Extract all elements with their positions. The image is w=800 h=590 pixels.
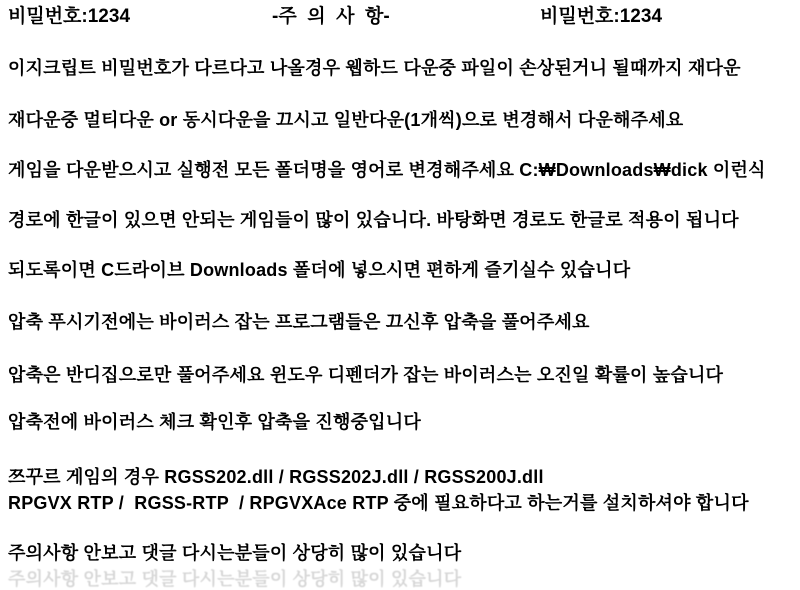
notice-line-antivirus-off: 압축 푸시기전에는 바이러스 잡는 프로그램들은 끄신후 압축을 풀어주세요 — [8, 312, 590, 332]
notice-line-rtp-install: RPGVX RTP / RGSS-RTP / RPGVXAce RTP 중에 필요하다고 하는거를 설치하셔야 합니다 — [8, 493, 749, 513]
notice-line-rgss-dll: 쯔꾸르 게임의 경우 RGSS202.dll / RGSS202J.dll / RGSS200J.dll — [8, 467, 544, 487]
notice-line-foldername: 게임을 다운받으시고 실행전 모든 폴더명을 영어로 변경해주세요 C:₩Downloads₩dick 이런식 — [8, 160, 766, 180]
notice-line-bandizip: 압축은 반디집으로만 풀어주세요 윈도우 디펜더가 잡는 바이러스는 오진일 확률이 높습니다 — [8, 365, 724, 385]
notice-line-multidown: 재다운중 멀티다운 or 동시다운을 끄시고 일반다운(1개씩)으로 변경해서 다운해주세요 — [8, 110, 684, 130]
jpeg-ghost-artifact: 주의사항 안보고 댓글 다시는분들이 상당히 많이 있습니다 — [8, 569, 462, 589]
password-label-right: 비밀번호:1234 — [540, 6, 663, 27]
password-label-left: 비밀번호:1234 — [8, 6, 131, 27]
notice-line-cdrive: 되도록이면 C드라이브 Downloads 폴더에 넣으시면 편하게 즐기실수 있습니다 — [8, 260, 631, 280]
notice-line-virus-check: 압축전에 바이러스 체크 확인후 압축을 진행중입니다 — [8, 412, 421, 432]
notice-line-redownload: 이지크립트 비밀번호가 다르다고 나올경우 웹하드 다운중 파일이 손상된거니 될때까지 재다운 — [8, 58, 741, 78]
notice-line-read-warning: 주의사항 안보고 댓글 다시는분들이 상당히 많이 있습니다 — [8, 543, 462, 563]
page-title: -주 의 사 항- — [272, 6, 390, 27]
notice-line-korean-path: 경로에 한글이 있으면 안되는 게임들이 많이 있습니다. 바탕화면 경로도 한글로 적용이 됩니다 — [8, 210, 739, 230]
